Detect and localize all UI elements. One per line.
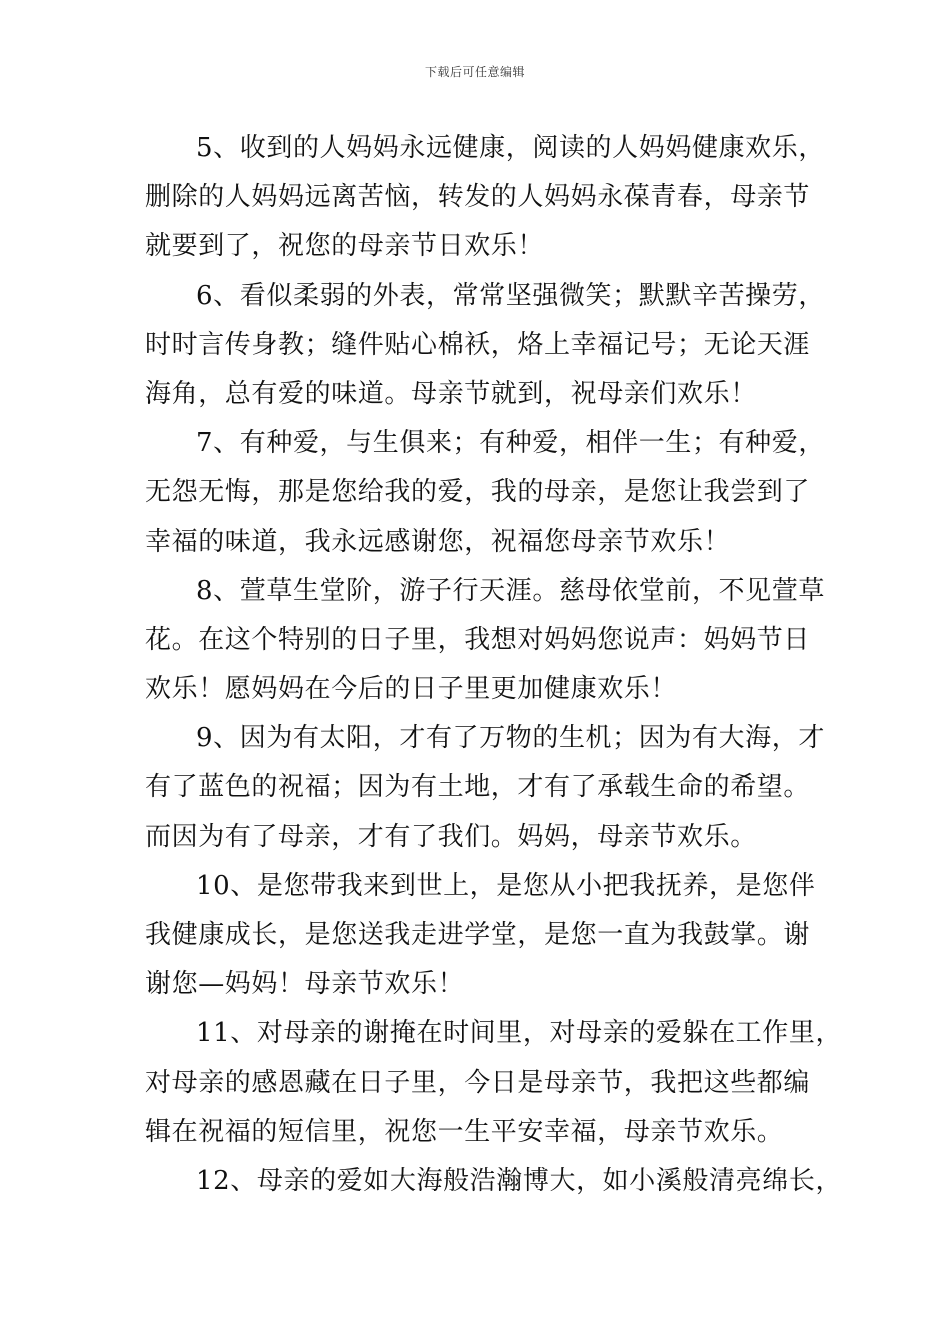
text-line: 有了蓝色的祝福；因为有土地，才有了承载生命的希望。: [145, 772, 811, 803]
text-line: 对母亲的感恩藏在日子里，今日是母亲节，我把这些都编: [145, 1067, 811, 1098]
text-line: 幸福的味道，我永远感谢您，祝福您母亲节欢乐！: [145, 526, 731, 557]
text-line: 10、是您带我来到世上，是您从小把我抚养，是您伴: [196, 870, 816, 901]
text-line: 谢您—妈妈！母亲节欢乐！: [145, 969, 465, 1000]
page-header: 下载后可任意编辑: [424, 65, 525, 79]
paragraph-8: [145, 567, 825, 715]
text-line: 8、萱草生堂阶，游子行天涯。慈母依堂前，不见萱草: [196, 575, 825, 606]
text-line: 而因为有了母亲，才有了我们。妈妈，母亲节欢乐。: [145, 821, 757, 852]
text-line: 9、因为有太阳，才有了万物的生机；因为有大海，才: [196, 723, 825, 754]
text-line: 就要到了，祝您的母亲节日欢乐！: [145, 231, 545, 262]
paragraph-9: [145, 714, 825, 862]
paragraph-10: [145, 862, 816, 1010]
paragraph-12: [145, 1157, 843, 1206]
text-line: 海角，总有爱的味道。母亲节就到，祝母亲们欢乐！: [145, 378, 757, 409]
text-line: 时时言传身教；缝件贴心棉袄，烙上幸福记号；无论天涯: [145, 329, 811, 360]
text-line: 我健康成长，是您送我走进学堂，是您一直为我鼓掌。谢: [145, 920, 811, 950]
text-line: 删除的人妈妈远离苦恼，转发的人妈妈永葆青春，母亲节: [145, 182, 811, 213]
paragraph-11: [145, 1009, 843, 1157]
text-line: 6、看似柔弱的外表，常常坚强微笑；默默辛苦操劳，: [196, 280, 825, 311]
text-line: 12、母亲的爱如大海般浩瀚博大，如小溪般清亮绵长，: [196, 1165, 843, 1196]
document-body: [145, 124, 843, 1206]
text-line: 5、收到的人妈妈永远健康，阅读的人妈妈健康欢乐，: [196, 133, 825, 163]
text-line: 辑在祝福的短信里，祝您一生平安幸福，母亲节欢乐。: [145, 1116, 784, 1147]
paragraph-7: [145, 419, 825, 567]
paragraph-5: [145, 124, 825, 272]
text-line: 无怨无悔，那是您给我的爱，我的母亲，是您让我尝到了: [145, 477, 811, 508]
text-line: 欢乐！愿妈妈在今后的日子里更加健康欢乐！: [145, 674, 678, 705]
text-line: 花。在这个特别的日子里，我想对妈妈您说声：妈妈节日: [145, 624, 811, 655]
text-line: 7、有种爱，与生俱来；有种爱，相伴一生；有种爱，: [196, 428, 825, 459]
paragraph-6: [145, 272, 825, 420]
text-line: 11、对母亲的谢掩在时间里，对母亲的爱躲在工作里，: [196, 1018, 843, 1049]
